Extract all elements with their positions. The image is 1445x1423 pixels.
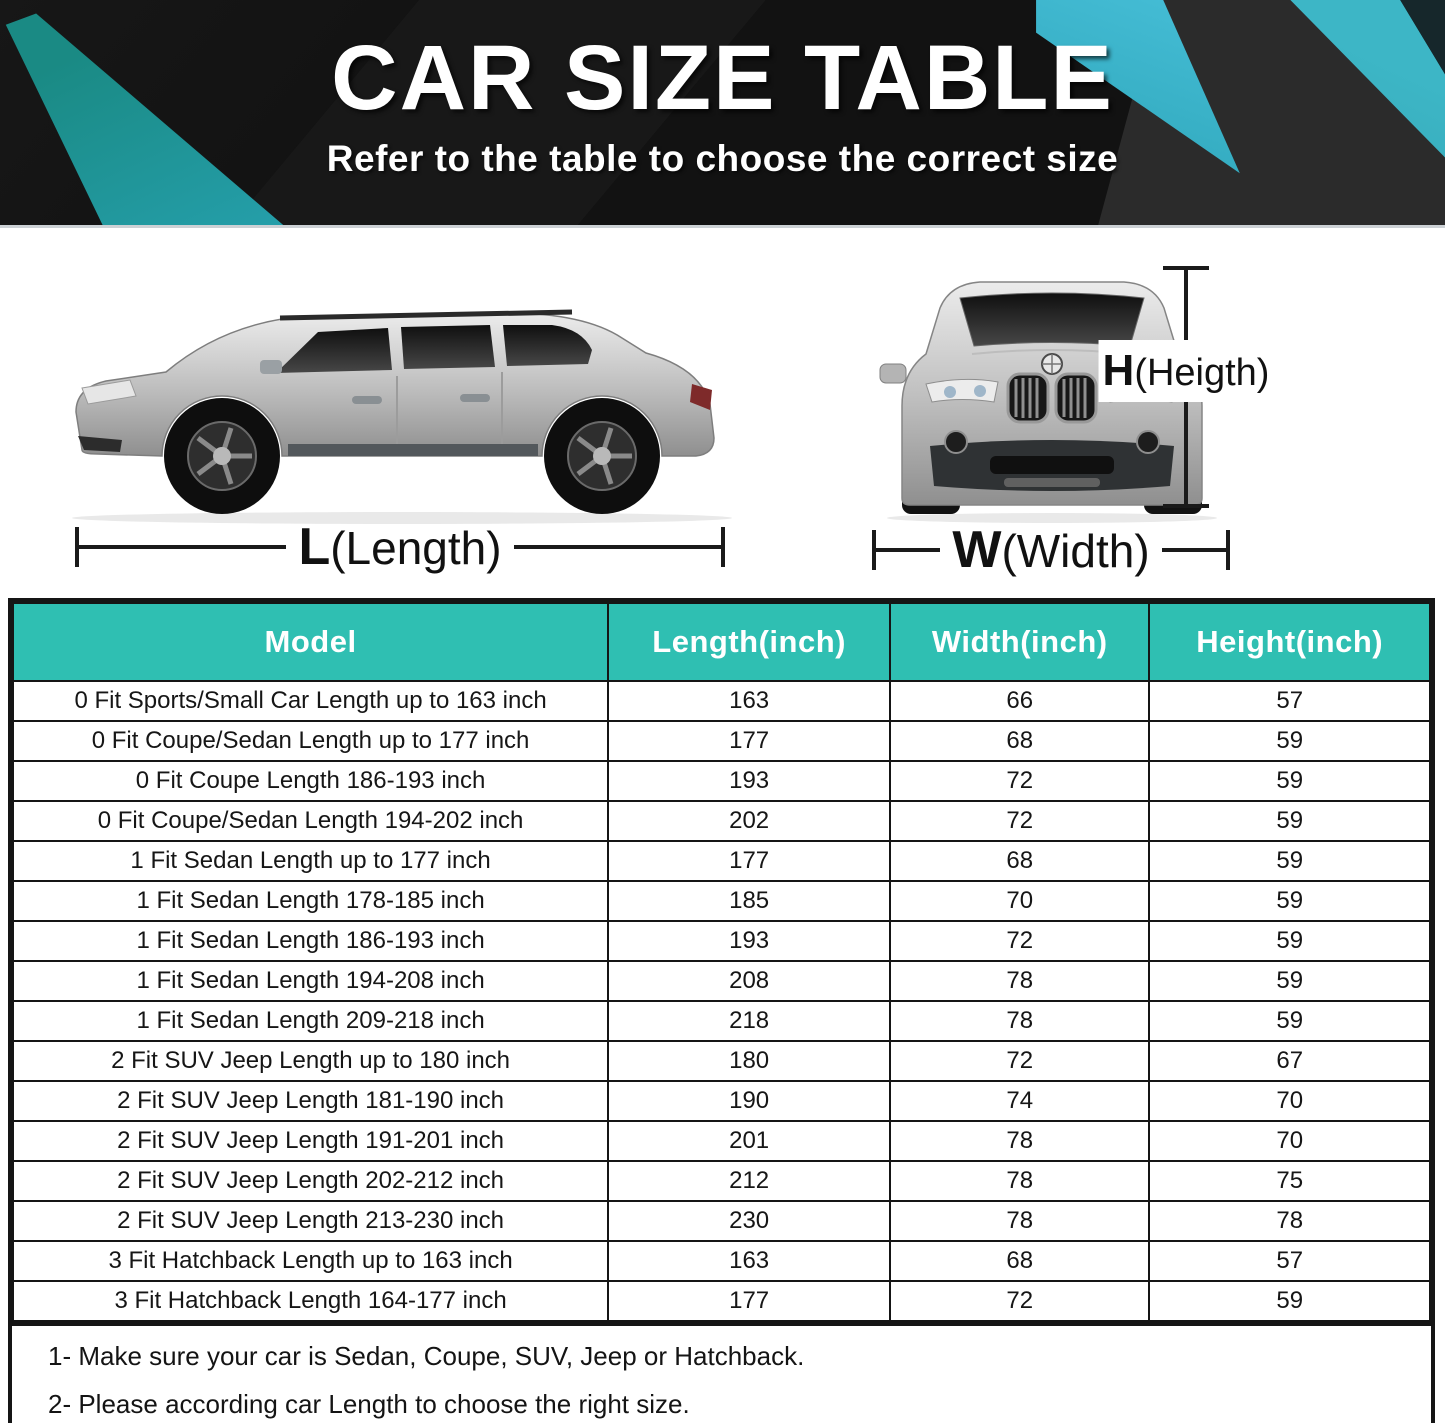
width-cell: 78	[890, 961, 1149, 1001]
height-cell: 59	[1149, 1281, 1430, 1321]
model-cell: 3 Fit Hatchback Length up to 163 inch	[13, 1241, 608, 1281]
table-row	[13, 1081, 1430, 1121]
height-cell: 59	[1149, 761, 1430, 801]
size-table-body	[13, 681, 1430, 1321]
height-dimension	[1102, 266, 1270, 508]
table-row	[13, 1001, 1430, 1041]
table-row	[13, 721, 1430, 761]
model-cell: 2 Fit SUV Jeep Length 181-190 inch	[13, 1081, 608, 1121]
car-side-icon	[52, 240, 752, 525]
height-cell: 57	[1149, 681, 1430, 721]
length-cell: 177	[608, 721, 890, 761]
dimension-tick	[1226, 530, 1230, 570]
dimension-tick	[721, 527, 725, 567]
dimension-tick	[1163, 504, 1209, 508]
length-label	[286, 517, 513, 577]
table-header-row	[13, 603, 1430, 681]
table-row	[13, 881, 1430, 921]
model-cell: 2 Fit SUV Jeep Length up to 180 inch	[13, 1041, 608, 1081]
table-row	[13, 841, 1430, 881]
height-cell: 70	[1149, 1121, 1430, 1161]
length-cell: 193	[608, 921, 890, 961]
height-cell: 59	[1149, 841, 1430, 881]
notes	[12, 1322, 1431, 1423]
table-row	[13, 1161, 1430, 1201]
table-row	[13, 1041, 1430, 1081]
car-diagram	[0, 228, 1445, 598]
height-cell: 59	[1149, 961, 1430, 1001]
car-side-image	[52, 240, 752, 525]
dimension-line	[1162, 548, 1226, 552]
width-cell: 68	[890, 841, 1149, 881]
length-cell: 163	[608, 681, 890, 721]
length-cell: 190	[608, 1081, 890, 1121]
model-cell: 2 Fit SUV Jeep Length 191-201 inch	[13, 1121, 608, 1161]
table-row	[13, 681, 1430, 721]
height-label	[1099, 340, 1274, 402]
width-cell: 78	[890, 1001, 1149, 1041]
table-row	[13, 921, 1430, 961]
table-row	[13, 1281, 1430, 1321]
length-cell: 230	[608, 1201, 890, 1241]
height-label-word: (Heigth)	[1134, 352, 1270, 394]
width-cell: 74	[890, 1081, 1149, 1121]
table-row	[13, 801, 1430, 841]
width-cell: 68	[890, 721, 1149, 761]
height-cell: 78	[1149, 1201, 1430, 1241]
length-cell: 185	[608, 881, 890, 921]
length-cell: 180	[608, 1041, 890, 1081]
model-cell: 0 Fit Coupe/Sedan Length up to 177 inch	[13, 721, 608, 761]
width-label	[940, 520, 1161, 580]
model-cell: 2 Fit SUV Jeep Length 202-212 inch	[13, 1161, 608, 1201]
col-header-model: Model	[13, 603, 608, 681]
height-cell: 57	[1149, 1241, 1430, 1281]
width-cell: 72	[890, 921, 1149, 961]
model-cell: 1 Fit Sedan Length 209-218 inch	[13, 1001, 608, 1041]
length-cell: 202	[608, 801, 890, 841]
length-cell: 201	[608, 1121, 890, 1161]
width-cell: 72	[890, 801, 1149, 841]
size-table	[8, 598, 1435, 1423]
model-cell: 1 Fit Sedan Length 186-193 inch	[13, 921, 608, 961]
height-cell: 59	[1149, 1001, 1430, 1041]
col-header-height: Height(inch)	[1149, 603, 1430, 681]
model-cell: 2 Fit SUV Jeep Length 213-230 inch	[13, 1201, 608, 1241]
height-cell: 75	[1149, 1161, 1430, 1201]
height-cell: 59	[1149, 721, 1430, 761]
model-cell: 1 Fit Sedan Length 178-185 inch	[13, 881, 608, 921]
height-cell: 67	[1149, 1041, 1430, 1081]
table-row	[13, 961, 1430, 1001]
table-row	[13, 1121, 1430, 1161]
model-cell: 1 Fit Sedan Length 194-208 inch	[13, 961, 608, 1001]
length-label-letter: L	[298, 518, 331, 576]
height-cell: 59	[1149, 921, 1430, 961]
width-cell: 78	[890, 1201, 1149, 1241]
width-cell: 78	[890, 1121, 1149, 1161]
table-row	[13, 1241, 1430, 1281]
width-cell: 72	[890, 1041, 1149, 1081]
length-cell: 212	[608, 1161, 890, 1201]
width-dimension	[872, 521, 1230, 579]
height-cell: 59	[1149, 801, 1430, 841]
length-dimension	[75, 518, 725, 576]
banner-text	[0, 0, 1445, 225]
width-cell: 68	[890, 1241, 1149, 1281]
col-header-length: Length(inch)	[608, 603, 890, 681]
banner-subtitle: Refer to the table to choose the correct size	[326, 138, 1119, 179]
model-cell: 0 Fit Coupe/Sedan Length 194-202 inch	[13, 801, 608, 841]
length-cell: 177	[608, 841, 890, 881]
height-label-letter: H	[1102, 346, 1135, 395]
width-cell: 70	[890, 881, 1149, 921]
length-cell: 218	[608, 1001, 890, 1041]
dimension-line	[79, 545, 286, 549]
model-cell: 0 Fit Coupe Length 186-193 inch	[13, 761, 608, 801]
length-label-word: (Length)	[330, 522, 502, 574]
col-header-width: Width(inch)	[890, 603, 1149, 681]
banner-title: CAR SIZE TABLE	[331, 27, 1114, 129]
width-label-letter: W	[952, 521, 1002, 579]
height-cell: 70	[1149, 1081, 1430, 1121]
model-cell: 1 Fit Sedan Length up to 177 inch	[13, 841, 608, 881]
note-line: 2- Please according car Length to choose the right size.	[48, 1388, 690, 1419]
model-cell: 3 Fit Hatchback Length 164-177 inch	[13, 1281, 608, 1321]
dimension-line	[514, 545, 721, 549]
table-row	[13, 1201, 1430, 1241]
length-cell: 208	[608, 961, 890, 1001]
banner	[0, 0, 1445, 228]
width-cell: 66	[890, 681, 1149, 721]
model-cell: 0 Fit Sports/Small Car Length up to 163 inch	[13, 681, 608, 721]
width-cell: 78	[890, 1161, 1149, 1201]
dimension-line	[876, 548, 940, 552]
width-label-word: (Width)	[1001, 525, 1150, 577]
size-table-grid	[12, 602, 1431, 1322]
length-cell: 193	[608, 761, 890, 801]
height-cell: 59	[1149, 881, 1430, 921]
length-cell: 177	[608, 1281, 890, 1321]
note-line: 1- Make sure your car is Sedan, Coupe, SUV, Jeep or Hatchback.	[48, 1341, 805, 1371]
length-cell: 163	[608, 1241, 890, 1281]
width-cell: 72	[890, 1281, 1149, 1321]
width-cell: 72	[890, 761, 1149, 801]
table-row	[13, 761, 1430, 801]
